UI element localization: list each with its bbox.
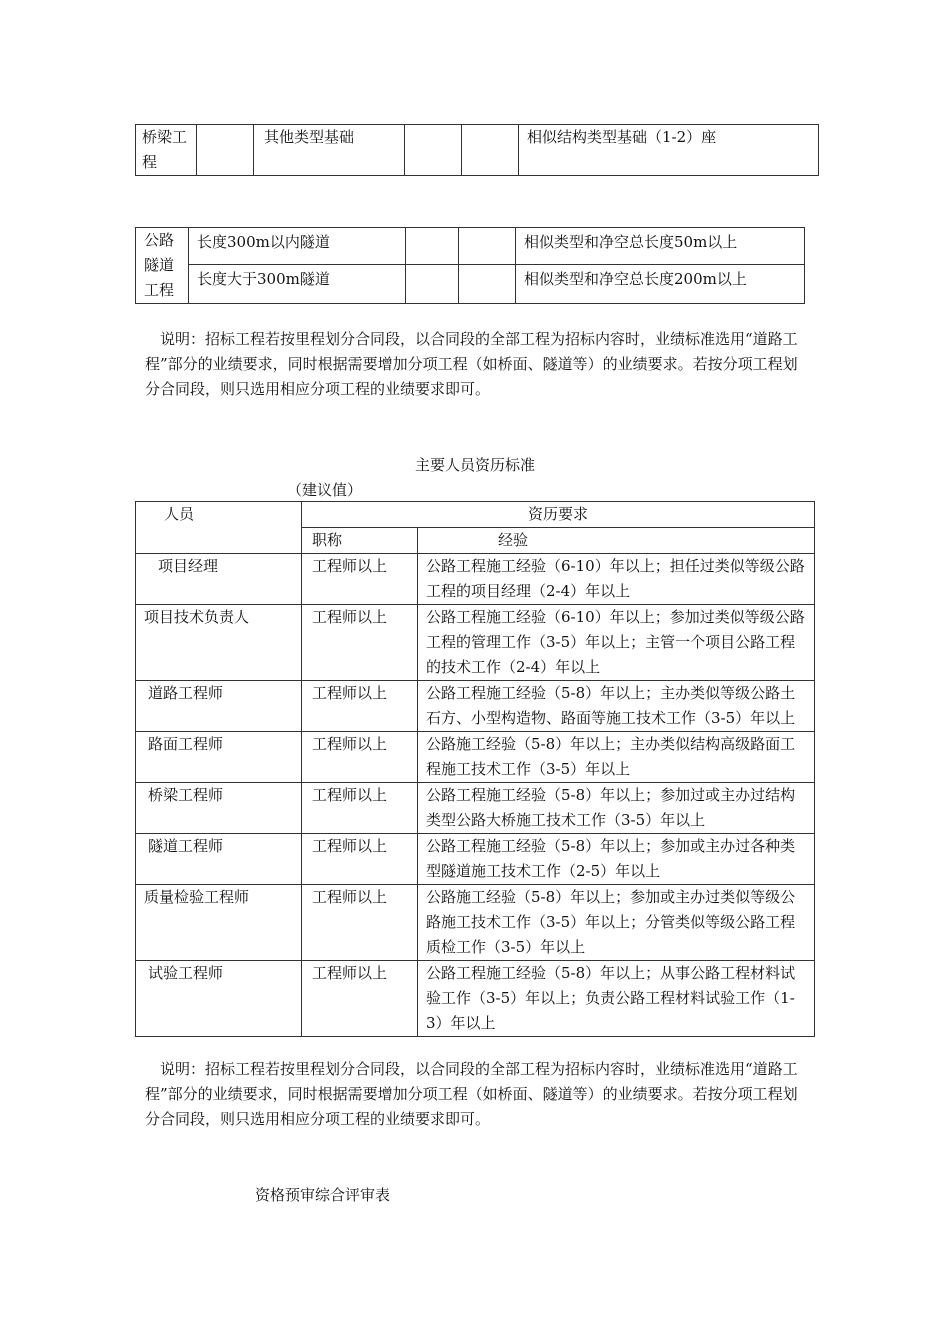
person-cell: 项目技术负责人	[136, 605, 302, 681]
person-cell: 质量检验工程师	[136, 885, 302, 961]
staff-table	[135, 501, 815, 1037]
header-requirement: 资历要求	[302, 502, 815, 528]
experience-cell: 公路工程施工经验（5-8）年以上；参加过或主办过结构类型公路大桥施工技术工作（3-5）年以上	[418, 783, 815, 834]
title-cell: 工程师以上	[302, 605, 418, 681]
staff-table-subtitle: （建议值）	[287, 481, 363, 499]
bridge-table	[135, 124, 819, 176]
header-experience: 经验	[418, 528, 815, 554]
person-cell: 试验工程师	[136, 961, 302, 1037]
experience-cell: 公路工程施工经验（5-8）年以上；从事公路工程材料试验工作（3-5）年以上；负责公路工程材料试验工作（1-3）年以上	[418, 961, 815, 1037]
person-cell: 桥梁工程师	[136, 783, 302, 834]
title-cell: 工程师以上	[302, 834, 418, 885]
tunnel-table	[135, 227, 805, 304]
tunnel-category: 公路隧道工程	[136, 228, 189, 304]
experience-cell: 公路工程施工经验（5-8）年以上；参加或主办过各种类型隧道施工技术工作（2-5）年以上	[418, 834, 815, 885]
person-cell: 道路工程师	[136, 681, 302, 732]
title-cell: 工程师以上	[302, 681, 418, 732]
bridge-requirement: 相似结构类型基础（1-2）座	[519, 125, 819, 176]
header-title: 职称	[302, 528, 418, 554]
title-cell: 工程师以上	[302, 961, 418, 1037]
tunnel-row-item: 长度大于300m隧道	[189, 264, 406, 303]
tunnel-row-requirement: 相似类型和净空总长度200m以上	[516, 264, 805, 303]
person-cell: 路面工程师	[136, 732, 302, 783]
tunnel-row-item: 长度300m以内隧道	[189, 228, 406, 265]
bridge-item: 其他类型基础	[254, 125, 405, 176]
experience-cell: 公路施工经验（5-8）年以上；参加或主办过类似等级公路施工技术工作（3-5）年以上；分管类似等级公路工程质检工作（3-5）年以上	[418, 885, 815, 961]
tunnel-row-requirement: 相似类型和净空总长度50m以上	[516, 228, 805, 265]
experience-cell: 公路工程施工经验（6-10）年以上；担任过类似等级公路工程的项目经理（2-4）年以上	[418, 554, 815, 605]
header-person: 人员	[136, 502, 302, 554]
title-cell: 工程师以上	[302, 783, 418, 834]
staff-table-title: 主要人员资历标准	[414, 456, 535, 474]
note-paragraph: 说明：招标工程若按里程划分合同段，以合同段的全部工程为招标内容时，业绩标准选用“道路工程”部分的业绩要求，同时根据需要增加分项工程（如桥面、隧道等）的业绩要求。若按分项工程划分合同段，则只选用相应分项工程的业绩要求即可。	[145, 330, 798, 398]
title-cell: 工程师以上	[302, 554, 418, 605]
title-cell: 工程师以上	[302, 732, 418, 783]
experience-cell: 公路施工经验（5-8）年以上；主办类似结构高级路面工程施工技术工作（3-5）年以上	[418, 732, 815, 783]
experience-cell: 公路工程施工经验（6-10）年以上；参加过类似等级公路工程的管理工作（3-5）年以上；主管一个项目公路工程的技术工作（2-4）年以上	[418, 605, 815, 681]
final-section-title: 资格预审综合评审表	[255, 1186, 391, 1204]
experience-cell: 公路工程施工经验（5-8）年以上；主办类似等级公路土石方、小型构造物、路面等施工技术工作（3-5）年以上	[418, 681, 815, 732]
title-cell: 工程师以上	[302, 885, 418, 961]
bridge-category: 桥梁工程	[136, 125, 197, 176]
person-cell: 项目经理	[136, 554, 302, 605]
person-cell: 隧道工程师	[136, 834, 302, 885]
note-paragraph: 说明：招标工程若按里程划分合同段，以合同段的全部工程为招标内容时，业绩标准选用“道路工程”部分的业绩要求，同时根据需要增加分项工程（如桥面、隧道等）的业绩要求。若按分项工程划分合同段，则只选用相应分项工程的业绩要求即可。	[145, 1060, 798, 1128]
